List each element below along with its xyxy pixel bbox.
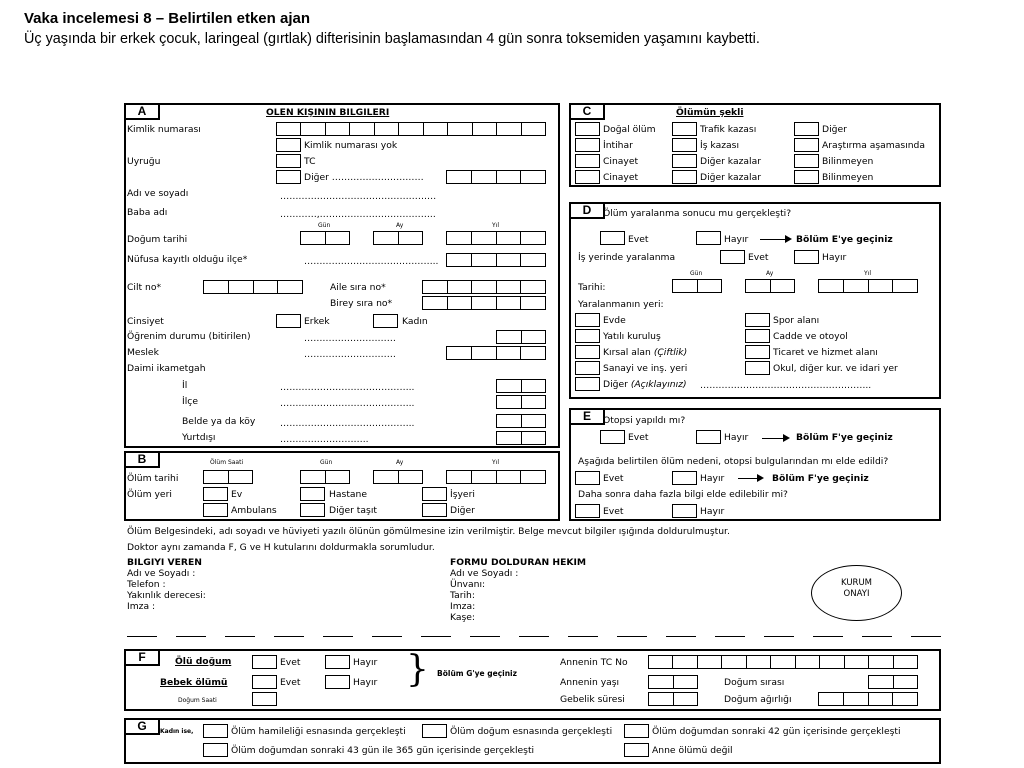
olu-dogum-evet-label: Evet — [280, 657, 301, 668]
goto-f-label-2: Bölüm F'ye geçiniz — [772, 473, 869, 484]
isyeri-evet-label: Evet — [748, 252, 769, 263]
sekil-diger-label: Diğer — [822, 124, 847, 135]
olum-ay-field[interactable] — [373, 470, 423, 484]
olum-gun-caption: Gün — [320, 459, 333, 466]
yaralanma-ay-field[interactable] — [745, 279, 795, 293]
tarihi-label: Tarihi: — [578, 282, 606, 293]
otopsi-hayir-checkbox[interactable] — [696, 430, 721, 444]
bilgiyi-veren-imza: Imza : — [127, 601, 156, 612]
kurum-onayi-stamp — [811, 565, 902, 621]
section-c-title: Ölümün şekli — [676, 107, 744, 118]
dogum-yil-caption: Yıl — [492, 222, 499, 229]
dogum-sirasi-field[interactable] — [868, 675, 918, 689]
section-e-label: E — [571, 410, 605, 425]
kurum-text: KURUM — [840, 578, 873, 588]
diger-tasit-label: Diğer taşıt — [329, 505, 377, 516]
evde-label: Evde — [603, 315, 626, 326]
dogum-gun-field[interactable] — [300, 231, 350, 245]
dogum-saati-field[interactable] — [252, 692, 277, 706]
nufus-dots: …………………………………….. — [304, 256, 439, 267]
yaralanma-evet-checkbox[interactable] — [600, 231, 625, 245]
section-d-label: D — [571, 204, 605, 219]
yer-diger-text: Diğer — [603, 379, 631, 390]
cinsiyet-label: Cinsiyet — [127, 316, 164, 327]
bebek-evet-checkbox[interactable] — [252, 675, 277, 689]
section-a-title: OLEN KIŞININ BILGILERI — [266, 107, 390, 118]
isyeri-hayir-label: Hayır — [822, 252, 847, 263]
olum-yeri-diger-checkbox[interactable] — [422, 503, 447, 517]
yaralanma-yil-caption: Yıl — [864, 270, 871, 277]
yurtdisi-code-field[interactable] — [496, 431, 546, 445]
bulgu-evet-checkbox[interactable] — [575, 471, 600, 485]
g42-checkbox[interactable] — [624, 724, 649, 738]
spor-checkbox[interactable] — [745, 313, 770, 327]
uyrugu-label: Uyruğu — [127, 156, 161, 167]
ilce-label: İlçe — [182, 396, 198, 407]
trafik-kazasi-checkbox[interactable] — [672, 122, 697, 136]
kadin-label: Kadın — [402, 316, 428, 327]
kimlik-yok-checkbox[interactable] — [276, 138, 301, 152]
bilinmeyen-label-2: Bilinmeyen — [822, 172, 874, 183]
anne-yas-field[interactable] — [648, 675, 698, 689]
nufus-label: Nüfusa kayıtlı olduğu ilçe* — [127, 254, 248, 265]
cut-dash — [323, 636, 353, 637]
otopsi-question: Otopsi yapıldı mı? — [603, 415, 686, 426]
dogum-agirligi-field[interactable] — [818, 692, 918, 706]
arrow-to-f — [762, 438, 784, 439]
brace-glyph: } — [406, 649, 429, 690]
yaralanma-yil-field[interactable] — [818, 279, 918, 293]
cut-dash — [372, 636, 402, 637]
olum-yeri-label: Ölüm yeri — [127, 489, 172, 500]
yaralanma-hayir-checkbox[interactable] — [696, 231, 721, 245]
daha-fazla-question: Daha sonra daha fazla bilgi elde edilebilir mi? — [578, 489, 788, 500]
aile-field[interactable] — [422, 280, 546, 294]
evde-checkbox[interactable] — [575, 313, 600, 327]
kimlik-label: Kimlik numarası — [127, 124, 201, 135]
hamilelik-checkbox[interactable] — [203, 724, 228, 738]
ambulans-checkbox[interactable] — [203, 503, 228, 517]
isyeri-checkbox[interactable] — [422, 487, 447, 501]
bilgiyi-veren-ad: Adı ve Soyadı : — [127, 568, 196, 579]
ad-soyad-dots: …………………………………………… — [280, 191, 437, 202]
otopsi-bulgu-question: Aşağıda belirtilen ölüm nedeni, otopsi bulgularından mı elde edildi? — [578, 456, 889, 467]
otopsi-evet-label: Evet — [628, 432, 649, 443]
aile-label: Aile sıra no* — [330, 282, 386, 293]
baba-dots: …………,……………………………….. — [280, 209, 436, 220]
dogum-yil-field[interactable] — [446, 231, 546, 245]
cadde-label: Cadde ve otoyol — [773, 331, 848, 342]
yer-diger-label — [603, 379, 687, 390]
olu-dogum-label: Ölü doğum — [175, 656, 232, 667]
dogum-ay-field[interactable] — [373, 231, 423, 245]
uyruk-code-field[interactable] — [446, 170, 546, 184]
sanayi-checkbox[interactable] — [575, 361, 600, 375]
cut-dash — [617, 636, 647, 637]
bilgiyi-veren-telefon: Telefon : — [127, 579, 166, 590]
kadin-ise-label: Kadın ise, — [160, 728, 194, 735]
ogrenim-code-field[interactable] — [496, 330, 546, 344]
ev-label: Ev — [231, 489, 243, 500]
kirsal-label — [603, 347, 687, 358]
onayi-text: ONAYI — [843, 589, 870, 599]
hekim-tarih: Tarih: — [450, 590, 475, 601]
goto-f-label: Bölüm F'ye geçiniz — [796, 432, 893, 443]
cut-dash — [176, 636, 206, 637]
cut-dash — [568, 636, 598, 637]
dogum-gun-caption: Gün — [318, 222, 331, 229]
hekim-imza: Imza: — [450, 601, 476, 612]
yurtdisi-label: Yurtdışı — [182, 432, 216, 443]
doktor-note: Doktor aynı zamanda F, G ve H kutularını doldurmakla sorumludur. — [127, 542, 435, 553]
dogum-esnasi-label: Ölüm doğum esnasında gerçekleşti — [450, 726, 613, 737]
dogum-tarihi-label: Doğum tarihi — [127, 234, 188, 245]
cut-dash — [225, 636, 255, 637]
meslek-label: Meslek — [127, 347, 159, 358]
hastane-checkbox[interactable] — [300, 487, 325, 501]
olum-tarihi-label: Ölüm tarihi — [127, 473, 179, 484]
yaralanma-gun-field[interactable] — [672, 279, 722, 293]
cut-dash — [666, 636, 696, 637]
yurtdisi-dots: ……………………….. — [280, 434, 369, 445]
dogum-agirligi-label: Doğum ağırlığı — [724, 694, 792, 705]
anne-olumu-degil-checkbox[interactable] — [624, 743, 649, 757]
il-code-field[interactable] — [496, 379, 546, 393]
cut-dash — [911, 636, 941, 637]
okul-checkbox[interactable] — [745, 361, 770, 375]
ciftlik-text: (Çiftlik) — [653, 347, 688, 358]
isyeri-label: İşyeri — [450, 489, 475, 500]
olum-yil-caption: Yıl — [492, 459, 499, 466]
cut-dash — [519, 636, 549, 637]
cilt-label: Cilt no* — [127, 282, 162, 293]
section-g — [124, 718, 941, 764]
dogum-esnasi-checkbox[interactable] — [422, 724, 447, 738]
yaralanma-yeri-label: Yaralanmanın yeri: — [578, 299, 664, 310]
g42-label: Ölüm doğumdan sonraki 42 gün içerisinde gerçekleşti — [652, 726, 901, 737]
cinayet-label: Cinayet — [603, 156, 639, 167]
meslek-code-field[interactable] — [446, 346, 546, 360]
bilinmeyen-checkbox[interactable] — [794, 154, 819, 168]
goto-g-label: Bölüm G'ye geçiniz — [437, 669, 517, 678]
il-dots: …………………………………….. — [280, 382, 415, 393]
yer-diger-dots: ……………………………………………….. — [700, 380, 872, 391]
arastirma-label: Araştırma aşamasında — [822, 140, 926, 151]
intihar-label: İntihar — [603, 140, 633, 151]
page-title: Vaka incelemesi 8 – Belirtilen etken ajan — [24, 10, 310, 27]
bulgu-hayir-label: Hayır — [700, 473, 725, 484]
hekim-ad: Adı ve Soyadı : — [450, 568, 519, 579]
okul-label: Okul, diğer kur. ve idari yer — [773, 363, 898, 374]
olum-saat-field[interactable] — [203, 470, 253, 484]
ogrenim-dots: ………………………… — [304, 333, 396, 344]
section-f-label: F — [126, 651, 160, 666]
diger-kazalar-label-2: Diğer kazalar — [700, 172, 762, 183]
diger-kazalar-checkbox-2[interactable] — [672, 170, 697, 184]
yaralanma-gun-caption: Gün — [690, 270, 703, 277]
hekim-unvan: Ünvanı: — [450, 579, 486, 590]
sekil-diger-checkbox[interactable] — [794, 122, 819, 136]
hastane-label: Hastane — [329, 489, 368, 500]
bilgiyi-veren-yakinlik: Yakınlık derecesi: — [127, 590, 206, 601]
cut-dash — [764, 636, 794, 637]
bebek-evet-label: Evet — [280, 677, 301, 688]
kirsal-checkbox[interactable] — [575, 345, 600, 359]
cinayet-label-2: Cinayet — [603, 172, 639, 183]
dogal-olum-checkbox[interactable] — [575, 122, 600, 136]
arastirma-checkbox[interactable] — [794, 138, 819, 152]
yaralanma-ay-caption: Ay — [766, 270, 774, 277]
ticaret-label: Ticaret ve hizmet alanı — [773, 347, 878, 358]
ilce-code-field[interactable] — [496, 395, 546, 409]
cinayet-checkbox-2[interactable] — [575, 170, 600, 184]
diger-tasit-checkbox[interactable] — [300, 503, 325, 517]
cut-dash — [715, 636, 745, 637]
bebek-olumu-label: Bebek ölümü — [160, 677, 228, 688]
otopsi-evet-checkbox[interactable] — [600, 430, 625, 444]
cut-dash — [813, 636, 843, 637]
bebek-hayir-checkbox[interactable] — [325, 675, 350, 689]
bebek-hayir-label: Hayır — [353, 677, 378, 688]
daha-fazla-evet-label: Evet — [603, 506, 624, 517]
meslek-dots: ………………………… — [304, 349, 396, 360]
bilinmeyen-checkbox-2[interactable] — [794, 170, 819, 184]
belde-dots: …………………………………….. — [280, 418, 415, 429]
olum-saati-caption: Ölüm Saati — [210, 459, 244, 466]
aciklayiniz-text: (Açıklayınız) — [630, 379, 687, 390]
section-b-label: B — [126, 453, 160, 468]
olu-dogum-evet-checkbox[interactable] — [252, 655, 277, 669]
ogrenim-label: Öğrenim durumu (bitirilen) — [127, 331, 251, 342]
baba-label: Baba adı — [127, 207, 168, 218]
yatili-label: Yatılı kuruluş — [603, 331, 661, 342]
daha-fazla-hayir-label: Hayır — [700, 506, 725, 517]
hekim-title: FORMU DOLDURAN HEKIM — [450, 557, 587, 568]
birey-label: Birey sıra no* — [330, 298, 393, 309]
trafik-kazasi-label: Trafik kazası — [700, 124, 757, 135]
is-kazasi-checkbox[interactable] — [672, 138, 697, 152]
olu-dogum-hayir-checkbox[interactable] — [325, 655, 350, 669]
anne-tc-label: Annenin TC No — [560, 657, 628, 668]
bulgu-evet-label: Evet — [603, 473, 624, 484]
uyruk-diger-label: Diğer ………………………… — [304, 172, 424, 183]
spor-label: Spor alanı — [773, 315, 820, 326]
cut-dash — [862, 636, 892, 637]
g365-checkbox[interactable] — [203, 743, 228, 757]
yer-diger-checkbox[interactable] — [575, 377, 600, 391]
dogum-ay-caption: Ay — [396, 222, 404, 229]
isyeri-evet-checkbox[interactable] — [720, 250, 745, 264]
olum-ay-caption: Ay — [396, 459, 404, 466]
yaralanma-hayir-label: Hayır — [724, 234, 749, 245]
g365-label: Ölüm doğumdan sonraki 43 gün ile 365 gün içerisinde gerçekleşti — [231, 745, 535, 756]
daha-fazla-hayir-checkbox[interactable] — [672, 504, 697, 518]
il-label: İl — [182, 380, 188, 391]
yaralanma-question: Ölüm yaralanma sonucu mu gerçekleşti? — [603, 208, 792, 219]
otopsi-hayir-label: Hayır — [724, 432, 749, 443]
cinayet-checkbox[interactable] — [575, 154, 600, 168]
erkek-label: Erkek — [304, 316, 330, 327]
arrow-to-f-2 — [738, 478, 758, 479]
olu-dogum-hayir-label: Hayır — [353, 657, 378, 668]
belde-code-field[interactable] — [496, 414, 546, 428]
ev-checkbox[interactable] — [203, 487, 228, 501]
ad-soyad-label: Adı ve soyadı — [127, 188, 189, 199]
diger-kazalar-checkbox[interactable] — [672, 154, 697, 168]
tc-label: TC — [304, 156, 316, 167]
page-subtitle: Üç yaşında bir erkek çocuk, laringeal (gırtlak) difterisinin başlamasından 4 gün sonra toksemiden yaşamını kaybetti. — [24, 31, 760, 47]
olum-yil-field[interactable] — [446, 470, 546, 484]
section-c-label: C — [571, 105, 605, 120]
anne-yas-label: Annenin yaşı — [560, 677, 620, 688]
belde-label: Belde ya da köy — [182, 416, 256, 427]
diger-kazalar-label: Diğer kazalar — [700, 156, 762, 167]
kirsal-text: Kırsal alan — [603, 347, 654, 358]
section-g-label: G — [126, 720, 160, 735]
anne-tc-field[interactable] — [648, 655, 918, 669]
sanayi-label: Sanayi ve inş. yeri — [603, 363, 688, 374]
gebelik-field[interactable] — [648, 692, 698, 706]
cadde-checkbox[interactable] — [745, 329, 770, 343]
cilt-field[interactable] — [203, 280, 303, 294]
cut-dash — [127, 636, 157, 637]
intihar-checkbox[interactable] — [575, 138, 600, 152]
olum-gun-field[interactable] — [300, 470, 350, 484]
isyeri-hayir-checkbox[interactable] — [794, 250, 819, 264]
tc-checkbox[interactable] — [276, 154, 301, 168]
cut-dash — [470, 636, 500, 637]
kimlik-yok-label: Kimlik numarası yok — [304, 140, 398, 151]
yaralanma-evet-label: Evet — [628, 234, 649, 245]
olum-yeri-diger-label: Diğer — [450, 505, 475, 516]
section-a-label: A — [126, 105, 160, 120]
erkek-checkbox[interactable] — [276, 314, 301, 328]
bilgiyi-veren-title: BILGIYI VEREN — [127, 557, 202, 568]
daimi-label: Daimi ikametgah — [127, 363, 206, 374]
ambulans-label: Ambulans — [231, 505, 277, 516]
gebelik-label: Gebelik süresi — [560, 694, 625, 705]
cut-dash — [421, 636, 451, 637]
ilce-dots: …………………………………….. — [280, 398, 415, 409]
birey-field[interactable] — [422, 296, 546, 310]
dogum-saati-caption: Doğum Saati — [178, 697, 217, 704]
bulgu-hayir-checkbox[interactable] — [672, 471, 697, 485]
nufus-code-field[interactable] — [446, 253, 546, 267]
hamilelik-label: Ölüm hamileliği esnasında gerçekleşti — [231, 726, 406, 737]
arrow-to-e — [760, 239, 786, 240]
kimlik-number-field[interactable] — [276, 122, 546, 136]
uyruk-diger-checkbox[interactable] — [276, 170, 301, 184]
goto-e-label: Bölüm E'ye geçiniz — [796, 234, 893, 245]
is-kazasi-label: İş kazası — [700, 140, 739, 151]
ticaret-checkbox[interactable] — [745, 345, 770, 359]
belge-note: Ölüm Belgesindeki, adı soyadı ve hüviyeti yazılı ölünün gömülmesine izin verilmiştir. Belge mevcut bilgiler ışığında doldurulmuştur. — [127, 526, 730, 537]
daha-fazla-evet-checkbox[interactable] — [575, 504, 600, 518]
anne-olumu-degil-label: Anne ölümü değil — [652, 745, 733, 756]
dogal-olum-label: Doğal ölüm — [603, 124, 656, 135]
yatili-checkbox[interactable] — [575, 329, 600, 343]
bilinmeyen-label: Bilinmeyen — [822, 156, 874, 167]
hekim-kase: Kaşe: — [450, 612, 476, 623]
dogum-sirasi-label: Doğum sırası — [724, 677, 785, 688]
isyeri-yaralanma-label: İş yerinde yaralanma — [578, 252, 676, 263]
cut-dash — [274, 636, 304, 637]
kadin-checkbox[interactable] — [373, 314, 398, 328]
